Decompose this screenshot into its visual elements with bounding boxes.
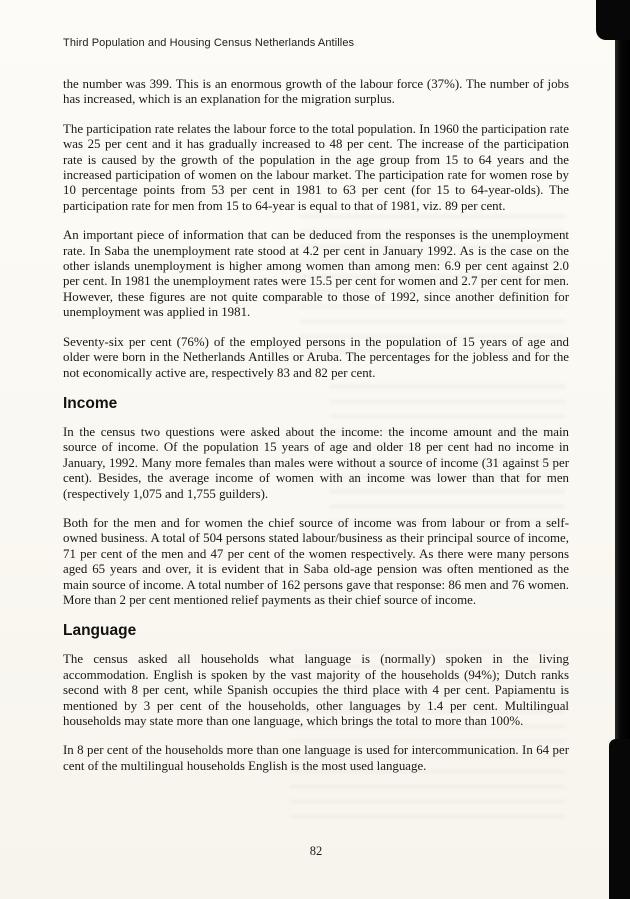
running-header: Third Population and Housing Census Netherlands Antilles	[63, 37, 355, 49]
page-number: 82	[309, 844, 323, 858]
paragraph: In the census two questions were asked about the income: the income amount and the main source of income. Of the population 15 years of age and older 18 per cent had no income in January, 1992. Many more females than males were without a source of income (31 against 5 per cent). Besides, the average income of women with an income was lower than that for men (respectively 1,075 and 1,755 guilders).	[63, 424, 569, 501]
scan-corner-mark	[596, 0, 630, 40]
paragraph: An important piece of information that can be deduced from the responses is the unemployment rate. In Saba the unemployment rate stood at 4.2 per cent in January 1992. As is the case on the other islands unemployment is higher among women than among men: 6.9 per cent against 2.0 per cent. In 1981 the unemployment rates were 15.5 per cent for women and 2.7 per cent for men. However, these figures are not quite comparable to those of 1992, since another definition for unemployment was applied in 1981.	[63, 228, 569, 320]
section-heading: Income	[63, 394, 118, 412]
scan-edge-bottom	[609, 739, 630, 899]
paragraph: The participation rate relates the labour force to the total population. In 1960 the participation rate was 25 per cent and it has gradually increased to 48 per cent. The increase of the participation rate is caused by the growth of the population in the age group from 15 to 64 years and the increased participation of women on the labour market. The participation rate for women rose by 10 percentage points from 53 per cent in 1981 to 63 per cent (for 15 to 64-year-olds). The participation rate for men from 15 to 64-year is equal to that of 1981, viz. 89 per cent.	[63, 121, 569, 213]
paragraph: The census asked all households what language is (normally) spoken in the living accommodation. English is spoken by the vast majority of the households (94%); Dutch ranks second with 8 per cent, while Spanish occupies the third place with 4 per cent. Papiamentu is mentioned by 3 per cent of the households, other languages by 1.4 per cent. Multilingual households may state more than one language, which brings the total to more than 100%.	[63, 652, 569, 728]
paragraph: Both for the men and for women the chief source of income was from labour or from a self-owned business. A total of 504 persons stated labour/business as their principal source of income, 71 per cent of the men and 47 per cent of the women respectively. As there were many persons aged 65 years and over, it is evident that in Saba old-age pension was often mentioned as the main source of income. A total number of 162 persons gave that response: 86 men and 76 women. More than 2 per cent mentioned relief payments as their chief source of income.	[63, 515, 569, 607]
paragraph: the number was 399. This is an enormous growth of the labour force (37%). The number of jobs has increased, which is an explanation for the migration surplus.	[63, 77, 569, 107]
document-body	[63, 77, 569, 788]
paragraph: Seventy-six per cent (76%) of the employed persons in the population of 15 years of age and older were born in the Netherlands Antilles or Aruba. The percentages for the jobless and for the not economically active are, respectively 83 and 82 per cent.	[63, 334, 569, 380]
section-heading: Language	[63, 622, 137, 640]
paragraph: In 8 per cent of the households more than one language is used for intercommunication. In 64 per cent of the multilingual households English is the most used language.	[63, 743, 569, 773]
